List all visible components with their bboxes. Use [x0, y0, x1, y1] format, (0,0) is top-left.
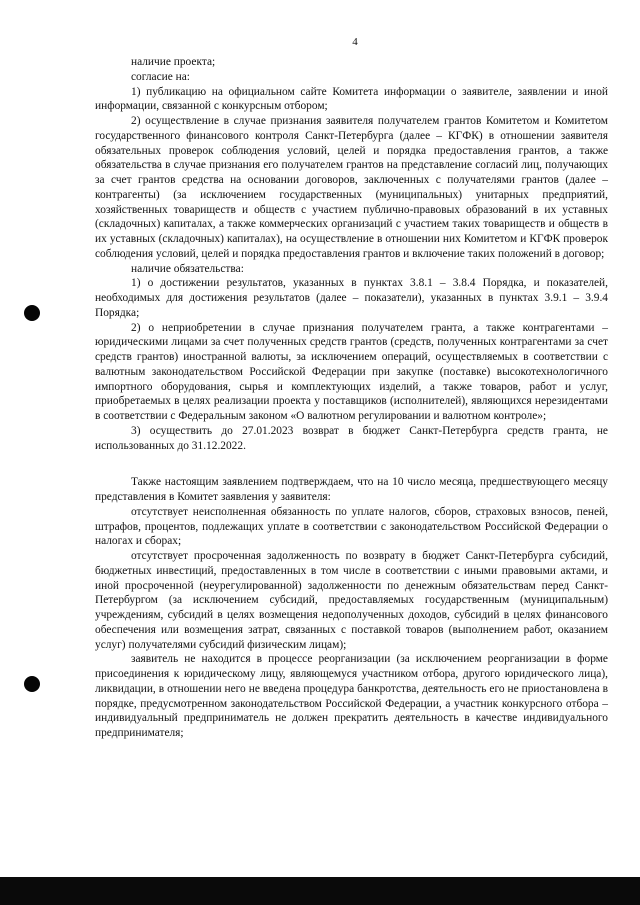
- page-number: 4: [352, 36, 358, 48]
- paragraph-gap: [95, 453, 608, 475]
- paragraph-obligation-currency: 2) о неприобретении в случае признания получателем гранта, а также контрагентами – юридическими лицами за счет полученных средств грантов (средств, полученных контрагентами за счет средств грантов) иностранной валюты, за исключением операций, осуществляемых в соответствии с валютным законодательством Российской Федерации при закупке (поставке) высокотехнологичного импортного оборудования, сырья и комплектующих изделий, а также товаров, работ и услуг, приобретаемых в целях реализации проекта у поставщиков (исполнителей), являющихся нерезидентами в соответствии с Федеральным законом «О валютном регулировании и валютном контроле»;: [95, 321, 608, 422]
- paragraph-consent-heading: согласие на:: [131, 70, 190, 83]
- paragraph-confirmation-intro: Также настоящим заявлением подтверждаем, что на 10 число месяца, предшествующего месяцу представления в Комитет заявления у заявителя:: [95, 476, 608, 503]
- paragraph-consent-publication: 1) публикацию на официальном сайте Комитета информации о заявителе, заявлении и иной информации, связанной с конкурсным отбором;: [95, 85, 608, 113]
- paragraph-obligation-heading: наличие обязательства:: [131, 262, 244, 275]
- paragraph-obligation-results: 1) о достижении результатов, указанных в пунктах 3.8.1 – 3.8.4 Порядка, и показателей, необходимых для достижения результатов (далее – показатели), указанных в пунктах 3.9.1 – 3.9.4 Порядка;: [95, 277, 608, 319]
- paragraph-consent-inspections: 2) осуществление в случае признания заявителя получателем грантов Комитетом и Комитетом государственного финансового контроля Санкт-Петербурга (далее – КГФК) в отношении заявителя обязательных проверок соблюдения условий, целей и порядка предоставления грантов, а также обязательства в случае признания его получателем грантов на представление согласий лиц, получающих за счет грантов средства на основании договоров, заключенных с получателями грантов (далее – контрагенты) (за исключением государственных (муниципальных) унитарных предприятий, хозяйственных товариществ и обществ с участием публично-правовых образований в их уставных (складочных) капиталах, а также коммерческих организаций с участием таких товариществ и обществ в их уставных (складочных) капиталах), на осуществление в отношении них Комитетом и КГФК проверок соблюдения условий, целей и порядка предоставления грантов и включение таких положений в договор;: [95, 115, 608, 260]
- paragraph-no-tax-debt: отсутствует неисполненная обязанность по уплате налогов, сборов, страховых взносов, пеней, штрафов, процентов, подлежащих уплате в соответствии с законодательством Российской Федерации о налогах и сборах;: [95, 505, 608, 548]
- paragraph-no-reorganization: заявитель не находится в процессе реорганизации (за исключением реорганизации в форме присоединения к юридическому лицу, являющемуся участником отбора, другого юридического лица), ликвидации, в отношении него не введена процедура банкротства, деятельность его не приостановлена в порядке, предусмотренном законодательством Российской Федерации, а участник конкурсного отбора – индивидуальный предприниматель не должен прекратить деятельность в качестве индивидуального предпринимателя;: [95, 653, 608, 739]
- punch-hole-mark: [24, 676, 40, 692]
- scan-bottom-edge: [0, 877, 640, 905]
- punch-hole-mark: [24, 305, 40, 321]
- paragraph-obligation-refund: 3) осуществить до 27.01.2023 возврат в бюджет Санкт-Петербурга средств гранта, не использованных до 31.12.2022.: [95, 424, 608, 452]
- paragraph-project-presence: наличие проекта;: [131, 56, 216, 68]
- paragraph-no-overdue-debt: отсутствует просроченная задолженность по возврату в бюджет Санкт-Петербурга субсидий, бюджетных инвестиций, предоставленных в том числе в соответствии с иными правовыми актами, и иной просроченной (неурегулированной) задолженности по денежным обязательствам перед Санкт-Петербургом (за исключением субсидий, предоставляемых государственным (муниципальным) учреждениям, субсидий в целях возмещения недополученных доходов, субсидий в целях финансового обеспечения или возмещения затрат, связанных с поставкой товаров (выполнением работ, оказанием услуг) получателями субсидий физическим лицам);: [95, 550, 608, 651]
- document-body: [95, 55, 608, 741]
